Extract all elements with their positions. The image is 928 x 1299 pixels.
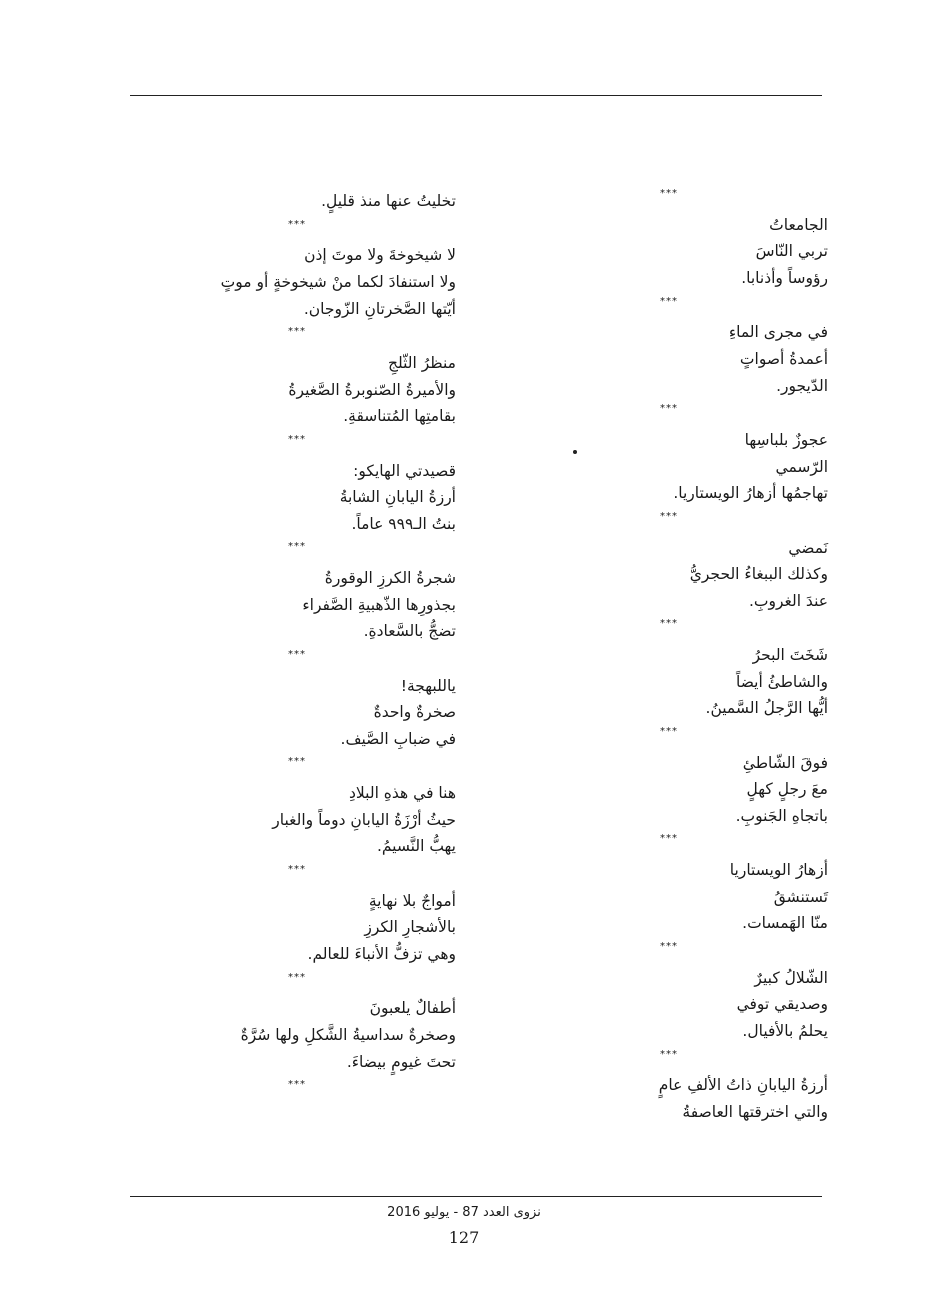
issue-info: نزوى العدد 87 - يوليو 2016 (387, 1205, 541, 1220)
stanza-separator: *** (660, 618, 678, 630)
poem-line: تخليتُ عنها منذ قليلٍ. (321, 192, 456, 210)
poem-line: الشّلالُ كبيرٌ (754, 968, 828, 987)
poem-line: ياللبهجة! (400, 676, 456, 695)
stanza-separator: *** (660, 941, 678, 953)
poem-line: تضجُّ بالسَّعادةِ. (363, 622, 456, 641)
poem-line: يحلمُ بالأفيال. (742, 1022, 828, 1041)
poem-line: وصديقي توفي (736, 995, 828, 1014)
poem-line: يهبُّ النَّسيمُ. (376, 837, 456, 856)
poem-line: أرزةُ اليابانِ الشابةُ (339, 488, 456, 507)
poem-line: أزهارُ الويستاريا (729, 861, 828, 880)
poem-line: الجامعاتُ (769, 215, 828, 234)
poem-line: عندَ الغروبِ. (748, 591, 828, 610)
footer-rule (130, 1196, 822, 1197)
stanza-separator: *** (288, 971, 306, 983)
poem-line: بالأشجارِ الكرزِ (364, 918, 456, 937)
stray-mark (573, 450, 577, 454)
poem-line: فوقَ الشّاطئِ (742, 753, 828, 772)
poem-line: عجوزٌ بلباسِها (744, 430, 828, 449)
poem-line: الدّيجور. (776, 376, 828, 395)
poem-line: في مجرى الماءِ (728, 323, 828, 342)
poem-line: معَ رجلٍ كهلٍ (746, 780, 828, 799)
poem-line: في ضبابِ الصَّيف. (340, 729, 456, 748)
poem-line: ولا استنفادَ لكما منْ شيخوخةٍ أو موتٍ (220, 272, 456, 291)
poem-line: أطفالٌ يلعبونَ (369, 999, 456, 1018)
stanza-separator: *** (660, 510, 678, 522)
poem-line: وهي تزفُّ الأنباءَ للعالم. (307, 945, 456, 964)
stanza-separator: *** (660, 1048, 678, 1060)
poem-line: أيّتها الصَّخرتانِ الزّوجان. (303, 299, 456, 318)
poem-line: قصيدتي الهايكو: (353, 461, 456, 480)
stanza-separator: *** (660, 188, 678, 199)
poem-line: شجرةُ الكرزِ الوقورةُ (324, 569, 456, 588)
page-number: 127 (448, 1228, 480, 1247)
poem-line: شَخَتَ البحرُ (752, 646, 828, 665)
poem-column-left (196, 188, 456, 1103)
stanza-separator: *** (288, 326, 306, 338)
poem-line: أعمدةُ أصواتٍ (739, 349, 828, 368)
poem-line: الرّسمي (775, 457, 828, 476)
stanza-separator: *** (660, 295, 678, 307)
poem-line: منّا الهَمسات. (742, 914, 828, 933)
poem-line: هنا في هذهِ البلادِ (349, 784, 456, 803)
poem-line: تهاجمُها أزهارُ الويستاريا. (673, 484, 828, 503)
stanza-separator: *** (660, 403, 678, 415)
poem-line: والتي اخترقتها العاصفةُ (682, 1103, 828, 1122)
stanza-separator: *** (288, 648, 306, 660)
poem-line: أمواجٌ بلا نهايةٍ (368, 891, 456, 910)
poem-column-right (528, 184, 828, 1126)
poem-line: باتجاهِ الجَنوبِ. (735, 806, 828, 825)
poem-line: منظرُ الثّلجِ (387, 353, 456, 372)
poem-line: وصخرةٌ سداسيةُ الشَّكلِ ولها سُرَّةٌ (240, 1026, 456, 1045)
poem-line: بجذورِها الذّهبيةِ الصَّفراء (302, 595, 456, 614)
poem-line: تحتَ غيومٍ بيضاءَ. (346, 1052, 456, 1071)
poem-line: والشاطئُ أيضاً (735, 672, 828, 691)
poem-line: نَمضي (788, 538, 828, 557)
poem-line: لا شيخوخةَ ولا موتَ إذن (304, 246, 456, 265)
stanza-separator: *** (288, 433, 306, 445)
poem-line: بقامتِها المُتناسقةِ. (343, 407, 456, 426)
poem-line: أيُّها الرَّجلُ السَّمينُ. (705, 699, 828, 718)
poem-line: والأميرةُ الصّنوبرةُ الصَّغيرةُ (288, 380, 456, 399)
poem-line: تَستنشقُ (773, 887, 828, 906)
poem-line: صخرةٌ واحدةٌ (373, 703, 456, 722)
stanza-separator: *** (288, 218, 306, 230)
poem-line: حيثُ أرْزَةُ اليابانِ دوماً والغبار (272, 810, 456, 829)
poem-line: رؤوساً وأذنابا. (741, 268, 828, 287)
stanza-separator: *** (660, 833, 678, 845)
poem-line: بنتُ الـ٩٩٩ عاماً. (351, 514, 456, 533)
poem-line: تربي النّاسَ (755, 242, 828, 261)
stanza-separator: *** (660, 725, 678, 737)
header-rule (130, 95, 822, 96)
poem-line: وكذلك الببغاءُ الحجريُّ (689, 565, 828, 584)
stanza-separator: *** (288, 864, 306, 876)
poem-line: أرزةُ اليابانِ ذاتُ الألفِ عامٍ (658, 1076, 828, 1095)
stanza-separator: *** (288, 1079, 306, 1091)
stanza-separator: *** (288, 541, 306, 553)
stanza-separator: *** (288, 756, 306, 768)
